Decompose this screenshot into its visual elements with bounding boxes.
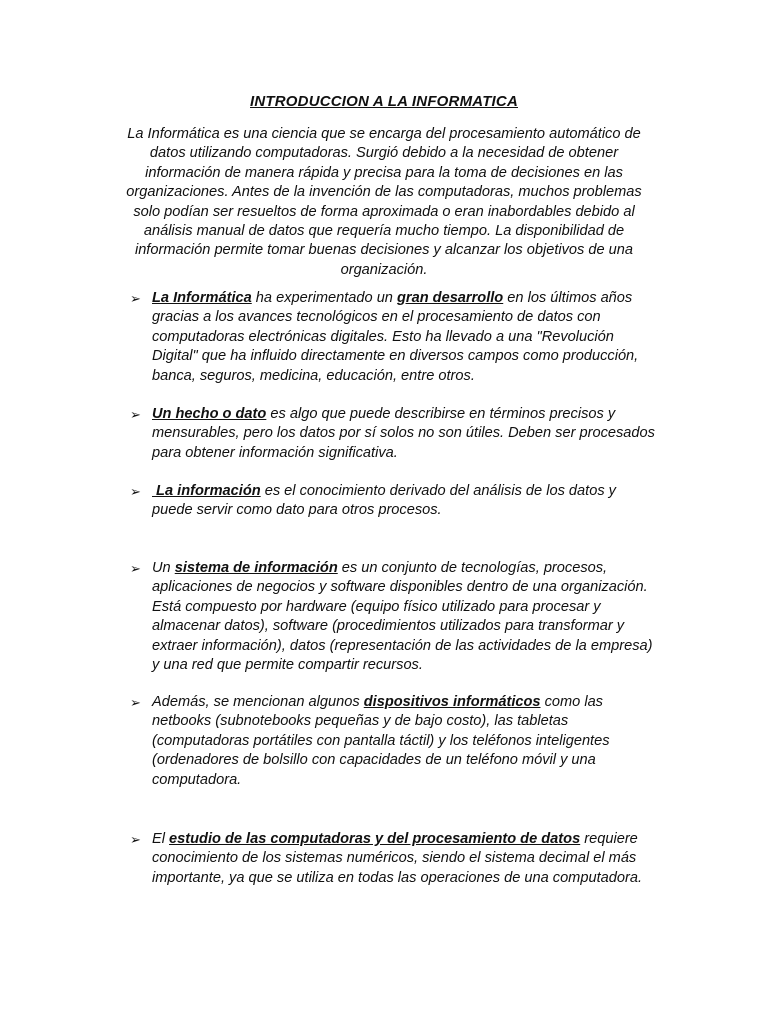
document-title: INTRODUCCION A LA INFORMATICA xyxy=(250,93,518,110)
bullet-item xyxy=(130,693,660,790)
bullet-text: como las netbooks (subnotebooks pequeñas y de bajo costo), las tabletas (computadoras portátiles con pantalla táctil) y los teléfonos inteligentes (ordenadores de bolsillo con capacidades de un teléfono móvil y una computadora. xyxy=(152,694,610,788)
bullet-item xyxy=(130,482,660,521)
arrowhead-bullet-icon: ➢ xyxy=(130,407,141,422)
bullet-item xyxy=(130,830,660,888)
bullet-item xyxy=(130,289,660,386)
arrowhead-bullet-icon: ➢ xyxy=(130,561,141,576)
bullet-text: en los últimos años gracias a los avances tecnológicos en el procesamiento de datos con computadoras electrónicas digitales. Esto ha llevado a una "Revolución Digital" que ha influido directamente en diversos campos como producción, banca, seguros, medicina, educación, entre otros. xyxy=(152,290,639,384)
bullet-keyword: La información xyxy=(152,483,261,499)
bullet-item xyxy=(130,559,660,675)
bullet-text: es el conocimiento derivado del análisis de los datos y puede servir como dato para otros procesos. xyxy=(152,483,616,519)
bullet-keyword: Un hecho o dato xyxy=(152,406,267,422)
bullet-keyword: sistema de información xyxy=(174,560,338,576)
bullet-text: ha experimentado un xyxy=(251,290,397,306)
bullet-item xyxy=(130,405,660,463)
bullet-text: es un conjunto de tecnologías, procesos, aplicaciones de negocios y software disponibles dentro de una organización. Está compuesto por hardware (equipo físico utilizado para procesar y almacenar datos), software (procedimientos utilizados para transformar y extraer información), datos (representación de las actividades de la empresa) y una red que permite compartir recursos. xyxy=(152,560,653,674)
bullet-text: es algo que puede describirse en términos precisos y mensurables, pero los datos por sí solos no son útiles. Deben ser procesados para obtener información significativa. xyxy=(152,406,655,461)
arrowhead-bullet-icon: ➢ xyxy=(130,695,141,710)
arrowhead-bullet-icon: ➢ xyxy=(130,291,141,306)
bullet-keyword: estudio de las computadoras y del procesamiento de datos xyxy=(169,831,581,847)
bullet-keyword: dispositivos informáticos xyxy=(363,694,541,710)
bullet-text: Además, se mencionan algunos xyxy=(152,694,364,710)
bullet-keyword: La Informática xyxy=(152,290,252,306)
intro-paragraph: La Informática es una ciencia que se encarga del procesamiento automático de datos utilizando computadoras. Surgió debido a la necesidad de obtener información de manera rápida y precisa para la toma de decisiones en las organizaciones. Antes de la invención de las computadoras, muchos problemas solo podían ser resueltos de forma aproximada o eran inabordables debido al análisis manual de datos que requería mucho tiempo. La disponibilidad de información permite tomar buenas decisiones y alcanzar los objetivos de una organización. xyxy=(126,126,642,278)
bullet-text: Un xyxy=(152,560,175,576)
arrowhead-bullet-icon: ➢ xyxy=(130,484,141,499)
bullet-text: El xyxy=(152,831,170,847)
bullet-text: requiere conocimiento de los sistemas numéricos, siendo el sistema decimal el más importante, ya que se utiliza en todas las operaciones de una computadora. xyxy=(152,831,643,886)
arrowhead-bullet-icon: ➢ xyxy=(130,832,141,847)
bullet-keyword: gran desarrollo xyxy=(396,290,504,306)
